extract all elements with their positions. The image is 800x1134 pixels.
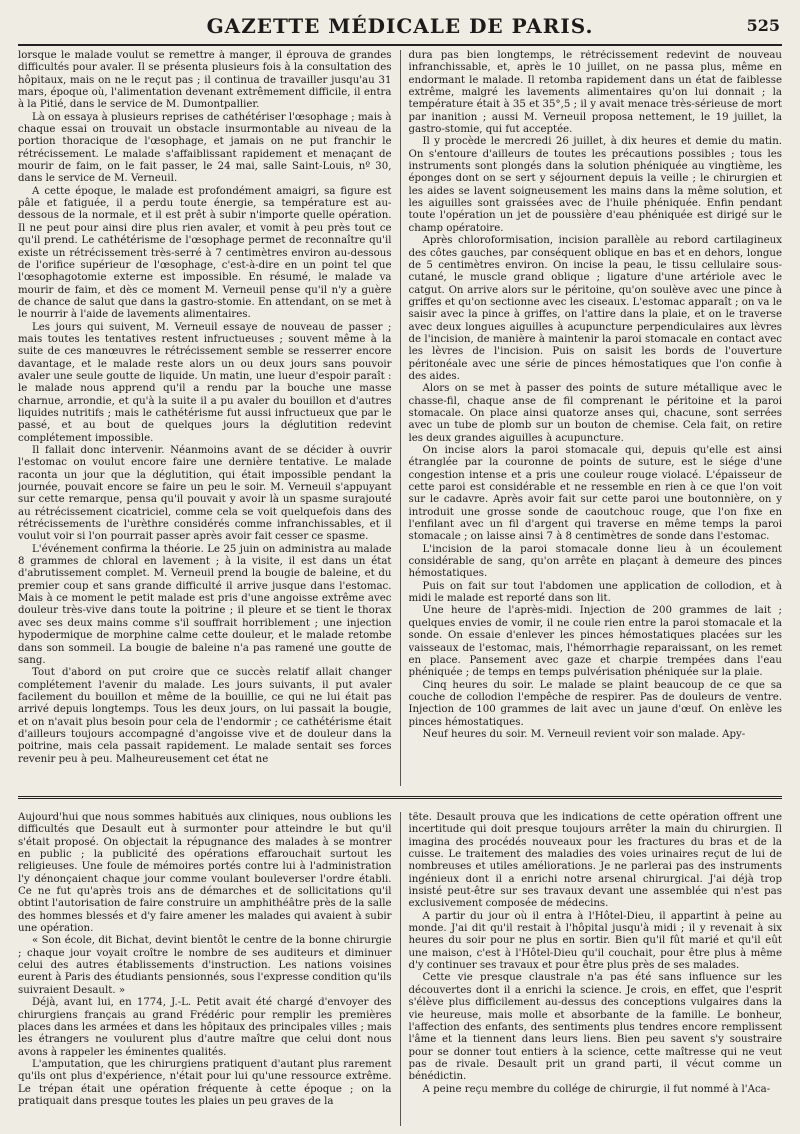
page-number: 525 — [746, 16, 780, 35]
paragraph: Cinq heures du soir. Le malade se plaint beaucoup de ce que sa couche de collodion l'empêche de respirer. Pas de douleurs de ventre. Injection de 100 grammes de lait avec un jaune d'œuf. On enlève les pinces hémostatiques. — [408, 679, 782, 728]
feuilleton-column-right — [409, 812, 783, 1126]
feuilleton-section — [18, 812, 782, 1126]
paragraph: Déjà, avant lui, en 1774, J.-L. Petit avait été chargé d'envoyer des chirurgiens français au grand Frédéric pour remplir les premières places dans les armées et dans les hôpitaux des principales villes ; mais les étrangers ne voulurent plus d'autre maître que celui dont nous avons à rappeler les éminentes qualités. — [18, 997, 392, 1058]
paragraph: On incise alors la paroi stomacale qui, depuis qu'elle est ainsi étranglée par la couronne de points de suture, est le siége d'une congestion intense et a pris une couleur rouge violacé. L'épaisseur de cette paroi est considérable et ne ressemble en rien à ce que l'on voit sur le cadavre. Après avoir fait sur cette paroi une boutonnière, on y introduit une grosse sonde de caoutchouc rouge, que l'on fixe en l'enfilant avec un fil d'argent qui traverse en même temps la paroi stomacale ; on laisse ainsi 7 à 8 centimètres de sonde dans l'estomac. — [408, 445, 782, 543]
paragraph: A peine reçu membre du collége de chirurgie, il fut nommé à l'Aca- — [422, 1083, 771, 1095]
paragraph: Tout d'abord on put croire que ce succès relatif allait changer complétement l'avenir du malade. Les jours suivants, il put avaler facilement du bouillon et même de la bouillie, ce qui ne lui était pas arrivé depuis longtemps. Tous les deux jours, on lui passait la bougie, et on n'avait plus besoin pour cela de l'endormir ; ce cathétérisme était d'ailleurs toujours accompagné d'angoisse vive et de douleur dans la poitrine, mais cela passait rapidement. Le malade sentait ses forces revenir peu à peu. Malheureusement cet état ne — [18, 667, 392, 765]
paragraph: Les jours qui suivent, M. Verneuil essaye de nouveau de passer ; mais toutes les tentatives restent infructueuses ; souvent même à la suite de ces manœuvres le rétrécissement semble se resserrer encore davantage, et le malade reste alors un ou deux jours sans pouvoir avaler une seule goutte de liquide. Un matin, une lueur d'espoir paraît : le malade nous apprend qu'il a rendu par la bouche une masse charnue, arrondie, et qu'à la suite il a pu avaler du bouillon et d'autres liquides nutritifs ; mais le cathétérisme fut aussi infructueux que par le passé, et au bout de quelques jours la déglutition redevint complétement impossible. — [18, 321, 392, 444]
paragraph: Une heure de l'après-midi. Injection de 200 grammes de lait ; quelques envies de vomir, il ne coule rien entre la paroi stomacale et la sonde. On essaie d'enlever les pinces hémostatiques placées sur les vaisseaux de l'estomac, mais, l'hémorrhagie reparaissant, on les remet en place. Pansement avec gaze et charpie trempées dans l'eau phéniquée ; de temps en temps pulvérisation phéniquée sur la plaie. — [408, 605, 782, 679]
paragraph: L'amputation, que les chirurgiens pratiquent d'autant plus rarement qu'ils ont plus d'expérience, n'était pour lui qu'une ressource extrême. Le trépan était une opération fréquente à cette époque ; on la pratiquait dans presque toutes les plaies un peu graves de la — [18, 1058, 392, 1107]
article-column-left — [18, 50, 392, 786]
feuilleton-column-left — [18, 812, 392, 1126]
journal-title: GAZETTE MÉDICALE DE PARIS. — [206, 14, 594, 38]
paragraph: A partir du jour où il entra à l'Hôtel-Dieu, il appartint à peine au monde. J'ai dit qu'il restait à l'hôpital jusqu'à midi ; il y revenait à six heures du soir pour ne plus en sortir. Bien qu'il fût marié et qu'il eût une maison, c'est à l'Hôtel-Dieu qu'il couchait, pour être plus à même d'y continuer ses travaux et pour être plus près de ses malades. — [408, 910, 782, 972]
paragraph: Il y procède le mercredi 26 juillet, à dix heures et demie du matin. On s'entoure d'ailleurs de toutes les précautions possibles ; tous les instruments sont plongés dans la solution phéniquée au vingtième, les éponges dont on se sert y séjournent depuis la veille ; le chirurgien et les aides se lavent soigneusement les mains dans la même solution, et les aiguilles sont graissées avec de l'huile phéniquée. Enfin pendant toute l'opération un jet de poussière d'eau phéniquée est dirigé sur le champ opératoire. — [408, 136, 782, 234]
paragraph: Cette vie presque claustrale n'a pas été sans influence sur les découvertes dont il a enrichi la science. Je crois, en effet, que l'esprit s'élève plus difficilement au-dessus des conceptions vulgaires dans la vie heureuse, mais molle et absorbante de la famille. Le bonheur, l'affection des enfants, des sentiments plus tendres encore remplissent l'âme et la tiennent dans leurs liens. Bien peu savent s'y soustraire pour se donner tout entiers à la science, cette maîtresse qui ne veut pas de rivale. Desault prit un grand parti, il vécut comme un bénédictin. — [408, 972, 782, 1083]
paragraph: lorsque le malade voulut se remettre à manger, il éprouva de grandes difficultés pour avaler. Il se présenta plusieurs fois à la consultation des hôpitaux, mais on ne le reçut pas ; il continua de travailler jusqu'au 31 mars, époque où, l'alimentation devenant extrêmement difficile, il entra à la Pitié, dans le service de M. Dumontpallier. — [18, 50, 392, 111]
paragraph: A cette époque, le malade est profondément amaigri, sa figure est pâle et fatiguée, il a perdu toute énergie, sa température est au-dessous de la normale, et il est prêt à subir n'importe quelle opération. Il ne peut pour ainsi dire plus rien avaler, et vomit à peu près tout ce qu'il prend. Le cathétérisme de l'œsophage permet de reconnaître qu'il existe un rétrécissement très-serré à 7 centimètres environ au-dessous de l'orifice supérieur de l'œsophage, c'est-à-dire en un point tel que l'œsophagotomie externe est impossible. En résumé, le malade va mourir de faim, et dès ce moment M. Verneuil pense qu'il n'y a guère de chance de salut que dans la gastro-stomie. En attendant, on se met à le nourrir à l'aide de lavements alimentaires. — [18, 185, 392, 321]
column-divider — [400, 812, 401, 1126]
paragraph: Aujourd'hui que nous sommes habitués aux cliniques, nous oublions les difficultés que Desault eut à surmonter pour atteindre le but qu'il s'était proposé. On objectait la répugnance des malades à se montrer en public ; la publicité des opérations effarouchait surtout les religieuses. Une foule de mémoires portés contre lui à l'administration l'y dénonçaient chaque jour comme voulant bouleverser l'ordre établi. Ce ne fut qu'après trois ans de démarches et de sollicitations qu'il obtint l'autorisation de faire construire un amphithéâtre près de la salle des hommes blessés et d'y faire amener les malades qui avaient à subir une opération. — [18, 812, 392, 935]
paragraph: tête. Desault prouva que les indications de cette opération offrent une incertitude qui doit presque toujours arrêter la main du chirurgien. Il imagina des procédés nouveaux pour les fractures du bras et de la cuisse. Le traitement des maladies des voies urinaires reçut de lui de nombreuses et utiles améliorations. Je ne parlerai pas des instruments ingénieux dont il a enrichi notre arsenal chirurgical. J'ai déjà trop insisté peut-être sur ses travaux devant une assemblée qui n'est pas exclusivement composée de médecins. — [408, 812, 782, 910]
paragraph: Neuf heures du soir. M. Verneuil revient voir son malade. Apy- — [422, 728, 746, 740]
paragraph: Là on essaya à plusieurs reprises de cathétériser l'œsophage ; mais à chaque essai on trouvait un obstacle insurmontable au niveau de la portion thoracique de l'œsophage, et jamais on ne put franchir le rétrécissement. Le malade s'affaiblissant rapidement et menaçant de mourir de faim, on le fait passer, le 24 mai, salle Saint-Louis, nº 30, dans le service de M. Verneuil. — [18, 111, 392, 185]
paragraph: Alors on se met à passer des points de suture métallique avec le chasse-fil, chaque anse de fil comprenant le péritoine et la paroi stomacale. On place ainsi quatorze anses qui, chacune, sont serrées avec un tube de plomb sur un bouton de chemise. Cela fait, on retire les deux grandes aiguilles à acupuncture. — [408, 383, 782, 444]
section-divider — [18, 796, 782, 799]
page-header — [18, 10, 782, 46]
article-column-right — [409, 50, 783, 786]
paragraph: « Son école, dit Bichat, devint bientôt le centre de la bonne chirurgie ; chaque jour voyait croître le nombre de ses auditeurs et diminuer celui des autres établissements d'instruction. Les nations voisines eurent à Paris des étudiants pensionnés, sous l'expresse condition qu'ils suivraient Desault. » — [18, 935, 392, 996]
paragraph: L'incision de la paroi stomacale donne lieu à un écoulement considérable de sang, qu'on arrête en plaçant à demeure des pinces hémostatiques. — [408, 543, 782, 580]
main-article — [18, 50, 782, 786]
column-divider — [400, 50, 401, 786]
paragraph: Puis on fait sur tout l'abdomen une application de collodion, et à midi le malade est reporté dans son lit. — [408, 580, 782, 605]
paragraph: Il fallait donc intervenir. Néanmoins avant de se décider à ouvrir l'estomac on voulut encore faire une dernière tentative. Le malade raconta un jour que la déglutition, qui était impossible pendant la journée, pouvait encore se faire un peu le soir. M. Verneuil s'appuyant sur cette remarque, pensa qu'il pouvait y avoir là un spasme surajouté au rétrécissement cicatriciel, comme cela se voit quelquefois dans des rétrécissements de l'urèthre considérés comme infranchissables, et il voulut voir si l'on pourrait passer après avoir fait cesser ce spasme. — [18, 445, 392, 543]
paragraph: L'événement confirma la théorie. Le 25 juin on administra au malade 8 grammes de chloral en lavement ; à la visite, il est dans un état d'abrutissement complet. M. Verneuil prend la bougie de baleine, et du premier coup et sans grande difficulté il arrive jusque dans l'estomac. Mais à ce moment le petit malade est pris d'une angoisse extrême avec douleur très-vive dans toute la poitrine ; il pleure et se tient le thorax avec ses deux mains comme s'il souffrait horriblement ; une injection hypodermique de morphine calme cette douleur, et le malade retombe dans son sommeil. La bougie de baleine n'a pas ramené une goutte de sang. — [18, 543, 392, 666]
paragraph: Après chloroformisation, incision parallèle au rebord cartilagineux des côtes gauches, par conséquent oblique en bas et en dehors, longue de 5 centimètres environ. On incise la peau, le tissu cellulaire sous-cutané, le muscle grand oblique ; ligature d'une artériole avec le catgut. On arrive alors sur le péritoine, qu'on soulève avec une pince à griffes et qu'on sectionne avec les ciseaux. L'estomac apparaît ; on va le saisir avec la pince à griffes, on l'attire dans la plaie, et on le traverse avec deux longues aiguilles à acupuncture perpendiculaires aux lèvres de l'incision, de manière à maintenir la paroi stomacale en contact avec les lèvres de l'incision. Puis on saisit les bords de l'ouverture péritonéale avec une série de pinces hémostatiques que l'on confie à des aides. — [408, 235, 782, 382]
paragraph: dura pas bien longtemps, le rétrécissement redevint de nouveau infranchissable, et, après le 10 juillet, on ne passa plus, même en endormant le malade. Il retomba rapidement dans un état de faiblesse extrême, malgré les lavements alimentaires qu'on lui donnait ; la température était à 35 et 35°,5 ; il y avait menace très-sérieuse de mort par inanition ; aussi M. Verneuil proposa nettement, le 19 juillet, la gastro-stomie, qui fut acceptée. — [408, 50, 782, 136]
